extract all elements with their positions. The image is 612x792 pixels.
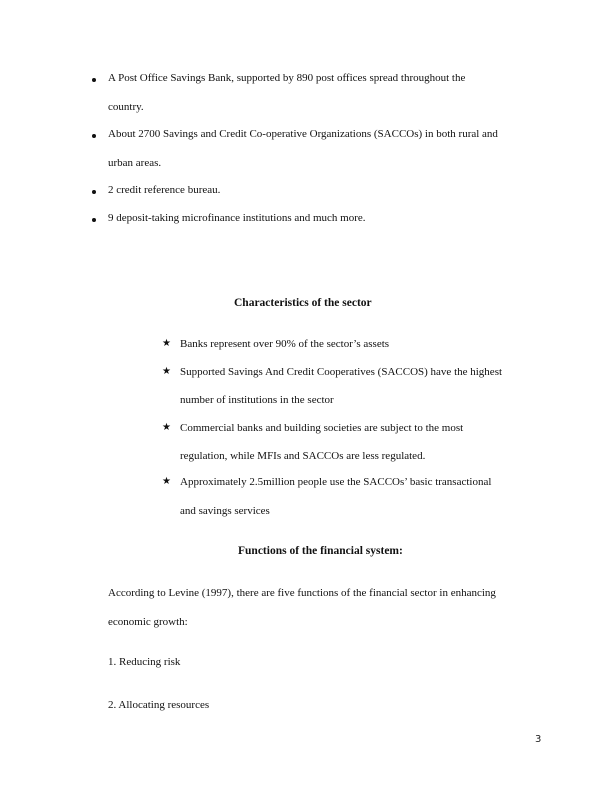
characteristic-line: Banks represent over 90% of the sector’s assets xyxy=(180,338,390,350)
bullet-icon xyxy=(92,218,96,222)
characteristic-line: and savings services xyxy=(180,505,270,517)
star-bullet-icon: ★ xyxy=(162,422,171,433)
page-number: 3 xyxy=(535,734,542,745)
bullet-line: 9 deposit-taking microfinance institutions and much more. xyxy=(108,212,366,224)
characteristic-line: Approximately 2.5million people use the SACCOs’ basic transactional xyxy=(180,476,492,488)
bullet-line: A Post Office Savings Bank, supported by 890 post offices spread throughout the xyxy=(108,72,466,84)
characteristic-line: Supported Savings And Credit Cooperatives (SACCOS) have the highest xyxy=(180,366,503,378)
function-item: 2. Allocating resources xyxy=(108,699,210,711)
bullet-line: About 2700 Savings and Credit Co-operative Organizations (SACCOs) in both rural and xyxy=(108,128,498,140)
bullet-line: 2 credit reference bureau. xyxy=(108,184,221,196)
characteristic-line: Commercial banks and building societies are subject to the most xyxy=(180,422,464,434)
bullet-line: country. xyxy=(108,101,144,113)
characteristics-heading: Characteristics of the sector xyxy=(234,297,372,309)
bullet-line: urban areas. xyxy=(108,157,162,169)
bullet-icon xyxy=(92,190,96,194)
bullet-icon xyxy=(92,134,96,138)
functions-intro-line: economic growth: xyxy=(108,616,188,628)
star-bullet-icon: ★ xyxy=(162,338,171,349)
star-bullet-icon: ★ xyxy=(162,476,171,487)
function-item: 1. Reducing risk xyxy=(108,656,181,668)
bullet-icon xyxy=(92,78,96,82)
functions-heading: Functions of the financial system: xyxy=(238,545,403,557)
star-bullet-icon: ★ xyxy=(162,366,171,377)
characteristic-line: regulation, while MFIs and SACCOs are less regulated. xyxy=(180,450,426,462)
functions-intro-line: According to Levine (1997), there are five functions of the financial sector in enhancing xyxy=(108,587,496,599)
characteristic-line: number of institutions in the sector xyxy=(180,394,334,406)
